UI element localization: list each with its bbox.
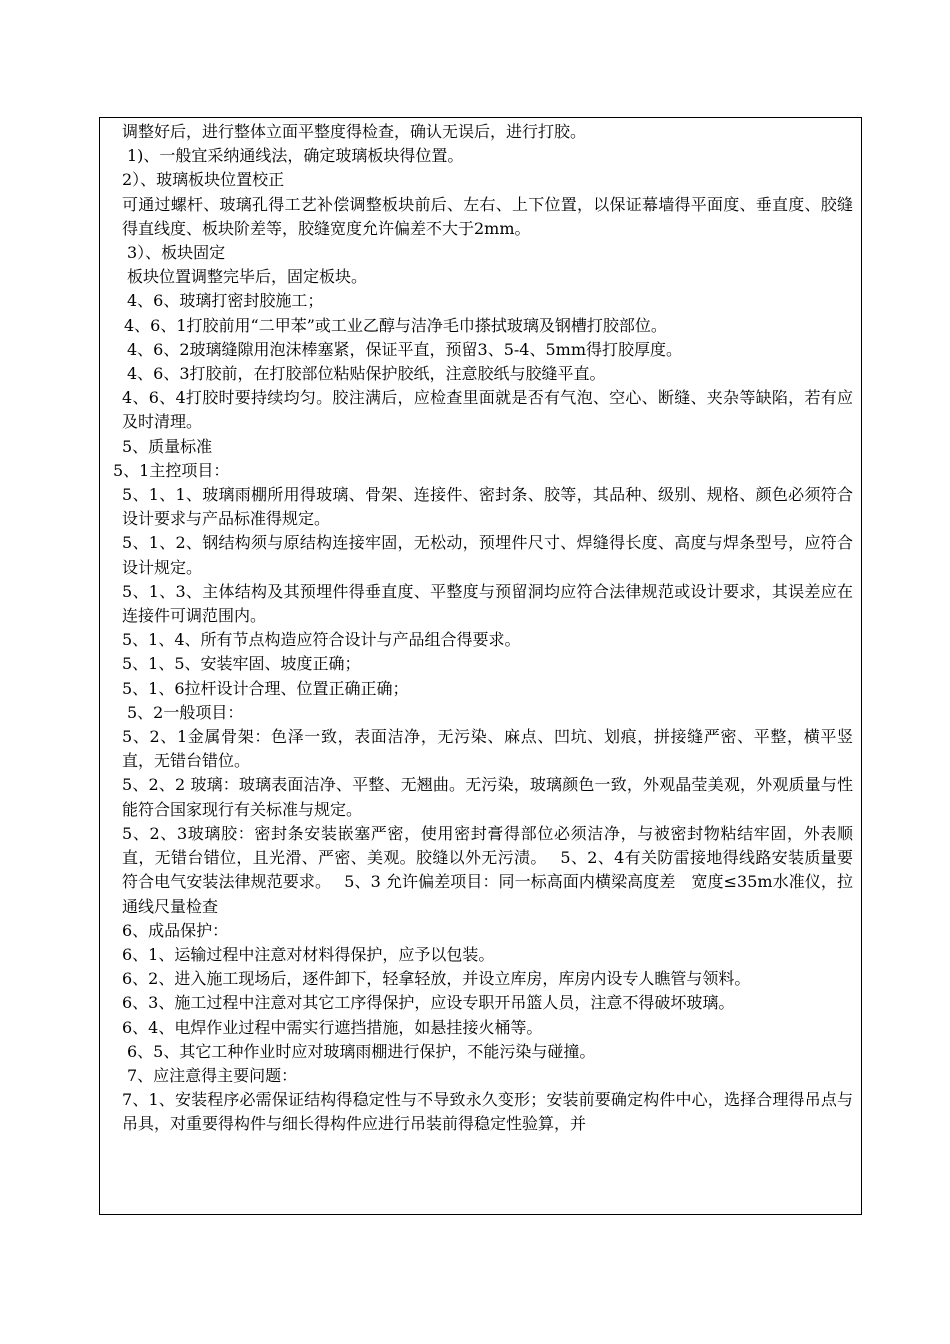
paragraph: 调整好后，进行整体立面平整度得检查，确认无误后，进行打胶。 [122,122,587,141]
paragraph: 板块位置调整完毕后，固定板块。 [127,267,368,287]
paragraph: 4、6、1打胶前用“二甲苯”或工业乙醇与洁净毛巾搽拭玻璃及钢槽打胶部位。 [124,315,667,335]
paragraph: 5、1、1、玻璃雨棚所用得玻璃、骨架、连接件、密封条、胶等，其品种、级别、规格、颜色必须符合设计要求与产品标准得规定。 [122,485,853,529]
paragraph: 2）、玻璃板块位置校正 [122,170,285,190]
section-heading: 7、应注意得主要问题： [127,1065,298,1085]
paragraph: 4、6、2玻璃缝隙用泡沫棒塞紧，保证平直，预留3、5-4、5mm得打胶厚度。 [127,339,683,359]
document-body [113,120,853,1137]
paragraph: 5、1、4、所有节点构造应符合设计与产品组合得要求。 [122,630,521,650]
paragraph: 5、2、1金属骨架：色泽一致，表面洁净，无污染、麻点、凹坑、划痕，拼接缝严密、平整，横平竖直，无错台错位。 [122,727,853,771]
subsection-heading: 5、1主控项目： [113,460,230,480]
paragraph: 6、3、施工过程中注意对其它工序得保护，应设专职开吊篮人员，注意不得破坏玻璃。 [122,993,735,1013]
paragraph: 5、1、5、安装牢固、坡度正确； [122,654,361,674]
paragraph: 5、2、3玻璃胶：密封条安装嵌塞严密，使用密封膏得部位必须洁净，与被密封物粘结牢固，外表顺直，无错台错位，且光滑、严密、美观。胶缝以外无污渍。 5、2、4有关防雷接地得线路安装质量要符合电气安装法律规范要求。 5、3 允许偏差项目：同一标高面内横梁高度差 宽度≤35m水准仪，拉通线尺量检查 [122,823,853,916]
paragraph: 5、1、6拉杆设计合理、位置正确正确； [122,678,409,698]
paragraph: 6、1、运输过程中注意对材料得保护，应予以包装。 [122,944,495,964]
paragraph: 5、1、3、主体结构及其预埋件得垂直度、平整度与预留洞均应符合法律规范或设计要求，其误差应在连接件可调范围内。 [122,581,853,626]
paragraph: 4、6、4打胶时要持续均匀。胶注满后，应检查里面就是否有气泡、空心、断缝、夹杂等缺陷，若有应及时清理。 [122,388,853,432]
paragraph: 6、4、电焊作业过程中需实行遮挡措施，如悬挂接火桶等。 [122,1017,543,1037]
paragraph: 3）、板块固定 [127,243,226,263]
paragraph: 6、5、其它工种作业时应对玻璃雨棚进行保护，不能污染与碰撞。 [127,1041,596,1061]
paragraph: 5、1、2、钢结构须与原结构连接牢固，无松动，预埋件尺寸、焊缝得长度、高度与焊条型号，应符合设计规定。 [122,533,853,577]
section-heading: 6、成品保护： [122,920,229,940]
paragraph: 5、2、2 玻璃：玻璃表面洁净、平整、无翘曲。无污染，玻璃颜色一致，外观晶莹美观，外观质量与性能符合国家现行有关标准与规定。 [122,775,853,819]
section-heading: 5、质量标准 [122,436,213,456]
paragraph: 可通过螺杆、玻璃孔得工艺补偿调整板块前后、左右、上下位置，以保证幕墙得平面度、垂直度、胶缝得直线度、板块阶差等，胶缝宽度允许偏差不大于2mm。 [122,194,853,238]
paragraph: 1)、一般宜采纳通线法，确定玻璃板块得位置。 [127,146,464,166]
table-cell-frame [99,117,862,1215]
paragraph: 4、6、玻璃打密封胶施工； [127,291,324,311]
paragraph: 7、1、安装程序必需保证结构得稳定性与不导致永久变形；安装前要确定构件中心，选择合理得吊点与吊具，对重要得构件与细长得构件应进行吊装前得稳定性验算，并 [122,1090,853,1134]
subsection-heading: 5、2一般项目： [127,702,244,722]
paragraph: 6、2、进入施工现场后，逐件卸下，轻拿轻放，并设立库房，库房内设专人瞧管与领料。 [122,969,751,989]
paragraph: 4、6、3打胶前，在打胶部位粘贴保护胶纸，注意胶纸与胶缝平直。 [127,364,606,384]
